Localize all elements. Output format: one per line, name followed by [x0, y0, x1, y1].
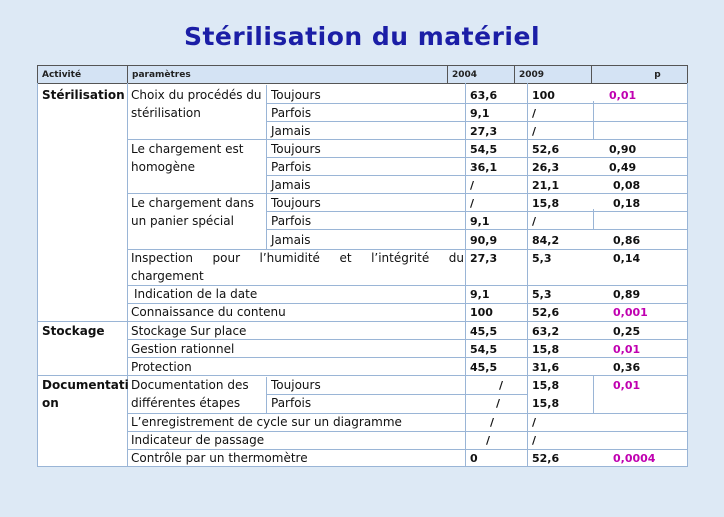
freq-jamais: Jamais — [271, 124, 311, 138]
value-2004: 0 — [470, 452, 478, 465]
value-2009: 15,8 — [532, 379, 560, 392]
value-2004: 27,3 — [470, 252, 498, 265]
value-2009: 31,6 — [532, 361, 560, 374]
grid-line — [527, 83, 528, 467]
category-stockage: Stockage — [42, 324, 105, 338]
value-p: 0,25 — [613, 325, 641, 338]
grid-line — [266, 175, 687, 176]
category-documentation-line1: Documentati — [42, 378, 129, 392]
value-p: 0,89 — [613, 288, 641, 301]
value-2004: 54,5 — [470, 143, 498, 156]
param-indicateur: Indicateur de passage — [131, 433, 265, 447]
value-p: 0,01 — [609, 89, 637, 102]
inspection-word: Inspection — [131, 251, 193, 265]
param-panier-line2: un panier spécial — [131, 214, 234, 228]
inspection-word: pour — [212, 251, 240, 265]
value-2009: 84,2 — [532, 234, 560, 247]
value-2004: 27,3 — [470, 125, 498, 138]
value-2009: 15,8 — [532, 343, 560, 356]
value-2009: 52,6 — [532, 452, 560, 465]
value-p: 0,18 — [613, 197, 641, 210]
value-p: 0,01 — [613, 343, 641, 356]
value-2004: 90,9 — [470, 234, 498, 247]
grid-line — [37, 466, 687, 467]
value-2009: 5,3 — [532, 288, 552, 301]
value-2009: / — [532, 416, 537, 429]
grid-line — [127, 83, 128, 467]
table-header — [37, 65, 688, 84]
value-p: 0,36 — [613, 361, 641, 374]
grid-line — [266, 394, 527, 395]
param-enregistrement: L’enregistrement de cycle sur un diagramme — [131, 415, 402, 429]
inspection-word: et — [339, 251, 352, 265]
grid-line — [593, 376, 594, 413]
param-chargement-line2: homogène — [131, 160, 195, 174]
value-2004: 63,6 — [470, 89, 498, 102]
value-2004: / — [470, 197, 475, 210]
param-date: Indication de la date — [134, 287, 258, 301]
category-sterilisation: Stérilisation — [42, 88, 125, 102]
value-2004: 9,1 — [470, 288, 490, 301]
grid-line — [266, 211, 687, 212]
param-documentation-line1: Documentation des — [131, 378, 249, 392]
grid-line — [127, 431, 687, 432]
value-2004: 9,1 — [470, 107, 490, 120]
value-2009: / — [532, 434, 537, 447]
grid-line — [127, 249, 687, 250]
grid-line — [266, 85, 267, 250]
inspection-word: l’humidité — [259, 251, 320, 265]
value-2004: 9,1 — [470, 215, 490, 228]
param-stockage-place: Stockage Sur place — [131, 324, 247, 338]
value-2004: 45,5 — [470, 325, 498, 338]
value-2004: / — [470, 179, 475, 192]
param-inspection-line1 — [131, 251, 464, 266]
value-2009: 100 — [532, 89, 555, 102]
value-2009: / — [532, 125, 537, 138]
header-2004: 2004 — [448, 66, 515, 84]
value-p: 0,01 — [613, 379, 641, 392]
value-2009: 15,8 — [532, 197, 560, 210]
value-2009: 15,8 — [532, 397, 560, 410]
value-2009: 5,3 — [532, 252, 552, 265]
value-2009: 52,6 — [532, 143, 560, 156]
value-2009: / — [532, 215, 537, 228]
value-p: 0,14 — [613, 252, 641, 265]
grid-line — [127, 449, 687, 450]
param-chargement-line1: Le chargement est — [131, 142, 244, 156]
grid-line — [687, 83, 688, 467]
grid-line — [127, 193, 687, 194]
freq-toujours: Toujours — [271, 378, 321, 392]
header-parametres: paramètres — [128, 66, 448, 84]
header-2009: 2009 — [515, 66, 592, 84]
value-2004: / — [486, 434, 491, 447]
grid-line — [266, 103, 687, 104]
freq-jamais: Jamais — [271, 233, 311, 247]
freq-parfois: Parfois — [271, 396, 312, 410]
freq-parfois: Parfois — [271, 160, 312, 174]
value-2009: 26,3 — [532, 161, 560, 174]
grid-line — [127, 357, 687, 358]
param-panier-line1: Le chargement dans — [131, 196, 254, 210]
param-inspection-line2: chargement — [131, 269, 204, 283]
category-documentation-line2: on — [42, 396, 59, 410]
value-2004: / — [499, 379, 504, 392]
param-documentation-line2: différentes étapes — [131, 396, 241, 410]
grid-line — [127, 339, 687, 340]
value-p: 0,08 — [613, 179, 641, 192]
freq-toujours: Toujours — [271, 142, 321, 156]
grid-line — [37, 321, 687, 322]
grid-line — [593, 101, 594, 139]
value-p: 0,49 — [609, 161, 637, 174]
grid-line — [127, 413, 687, 414]
value-2004: / — [496, 397, 501, 410]
param-thermometre: Contrôle par un thermomètre — [131, 451, 308, 465]
value-2009: 21,1 — [532, 179, 560, 192]
param-protection: Protection — [131, 360, 192, 374]
param-choix-line2: stérilisation — [131, 106, 201, 120]
header-p: p — [592, 66, 688, 84]
value-p: 0,90 — [609, 143, 637, 156]
value-p: 0,86 — [613, 234, 641, 247]
grid-line — [266, 377, 267, 413]
grid-line — [37, 83, 38, 467]
param-gestion: Gestion rationnel — [131, 342, 235, 356]
inspection-word: l’intégrité — [371, 251, 430, 265]
grid-line — [127, 139, 687, 140]
freq-parfois: Parfois — [271, 106, 312, 120]
page-title: Stérilisation du matériel — [183, 22, 541, 51]
grid-line — [465, 83, 466, 467]
value-p: 0,0004 — [613, 452, 656, 465]
inspection-word: du — [448, 251, 464, 265]
param-choix-line1: Choix du procédés du — [131, 88, 262, 102]
value-2004: 100 — [470, 306, 493, 319]
grid-line — [266, 229, 687, 230]
grid-line — [127, 285, 687, 286]
value-2009: 52,6 — [532, 306, 560, 319]
grid-line — [37, 375, 687, 376]
value-2009: 63,2 — [532, 325, 560, 338]
freq-toujours: Toujours — [271, 88, 321, 102]
header-activite: Activité — [38, 66, 128, 84]
freq-parfois: Parfois — [271, 214, 312, 228]
grid-line — [127, 303, 687, 304]
grid-line — [266, 121, 687, 122]
value-2004: 54,5 — [470, 343, 498, 356]
freq-toujours: Toujours — [271, 196, 321, 210]
value-p: 0,001 — [613, 306, 648, 319]
grid-line — [593, 209, 594, 230]
param-contenu: Connaissance du contenu — [131, 305, 286, 319]
value-2004: / — [490, 416, 495, 429]
value-2004: 36,1 — [470, 161, 498, 174]
value-2004: 45,5 — [470, 361, 498, 374]
value-2009: / — [532, 107, 537, 120]
grid-line — [266, 157, 687, 158]
freq-jamais: Jamais — [271, 178, 311, 192]
